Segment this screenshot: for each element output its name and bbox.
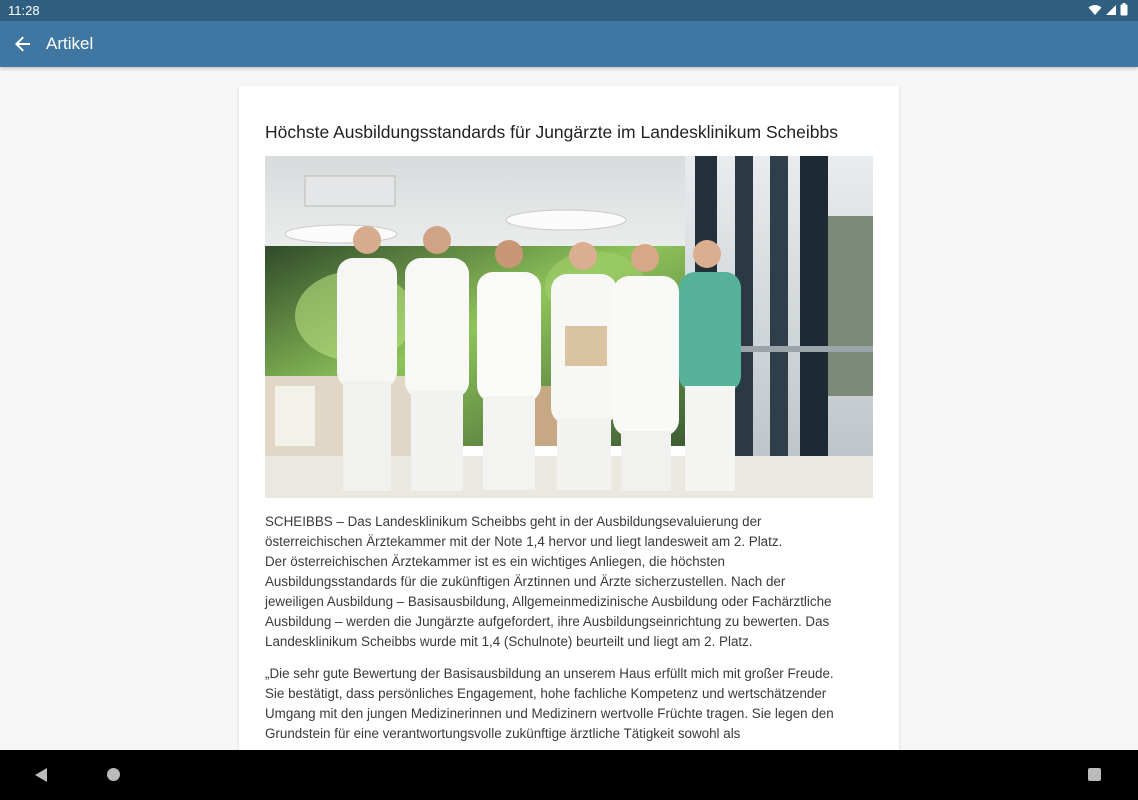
article-photo [265, 156, 873, 498]
status-bar [0, 0, 1138, 21]
status-time: 11:28 [8, 3, 40, 18]
text-line: Ausbildungsstandards für die zukünftigen Ärztinnen und Ärzte sicherzustellen. Nach der [265, 574, 786, 589]
wifi-icon [1088, 4, 1102, 16]
back-button[interactable] [10, 31, 36, 57]
signal-icon [1105, 4, 1117, 16]
app-bar [0, 21, 1138, 67]
text-line: „Die sehr gute Bewertung der Basisausbildung an unserem Haus erfüllt mich mit großer Freude. [265, 666, 834, 681]
nav-recents-icon[interactable] [1088, 768, 1101, 781]
article-card [239, 86, 899, 766]
text-line: jeweiligen Ausbildung – Basisausbildung, Allgemeinmedizinische Ausbildung oder Fachärztliche [265, 594, 832, 609]
text-line: Landesklinikum Scheibbs wurde mit 1,4 (Schulnote) beurteilt und liegt am 2. Platz. [265, 634, 753, 649]
article-body [265, 512, 875, 756]
text-line: Grundstein für eine verantwortungsvolle zukünftige ärztliche Tätigkeit sowohl als [265, 726, 741, 741]
text-line: österreichischen Ärztekammer mit der Note 1,4 hervor und liegt landesweit am 2. Platz. [265, 534, 783, 549]
app-title: Artikel [46, 34, 94, 53]
text-line: Sie bestätigt, dass persönliches Engagement, hohe fachliche Kompetenz und wertschätzender [265, 686, 827, 701]
status-icons [1088, 3, 1128, 16]
text-line: Ausbildung – werden die Jungärzte aufgefordert, ihre Ausbildungseinrichtung zu bewerten. Das [265, 614, 830, 629]
text-line: Umgang mit den jungen Medizinerinnen und Medizinern wertvolle Früchte tragen. Sie legen den [265, 706, 834, 721]
paragraph-1 [265, 512, 875, 652]
navigation-bar [0, 750, 1138, 800]
text-line: SCHEIBBS – Das Landesklinikum Scheibbs geht in der Ausbildungsevaluierung der [265, 514, 762, 529]
text-line: Der österreichischen Ärztekammer ist es ein wichtiges Anliegen, die höchsten [265, 554, 725, 569]
article-title: Höchste Ausbildungsstandards für Jungärzte im Landesklinikum Scheibbs [265, 122, 838, 142]
nav-back-icon[interactable] [34, 767, 48, 783]
paragraph-2 [265, 664, 875, 744]
arrow-left-icon [15, 36, 31, 52]
battery-icon [1120, 3, 1128, 16]
nav-home-icon[interactable] [107, 768, 120, 781]
